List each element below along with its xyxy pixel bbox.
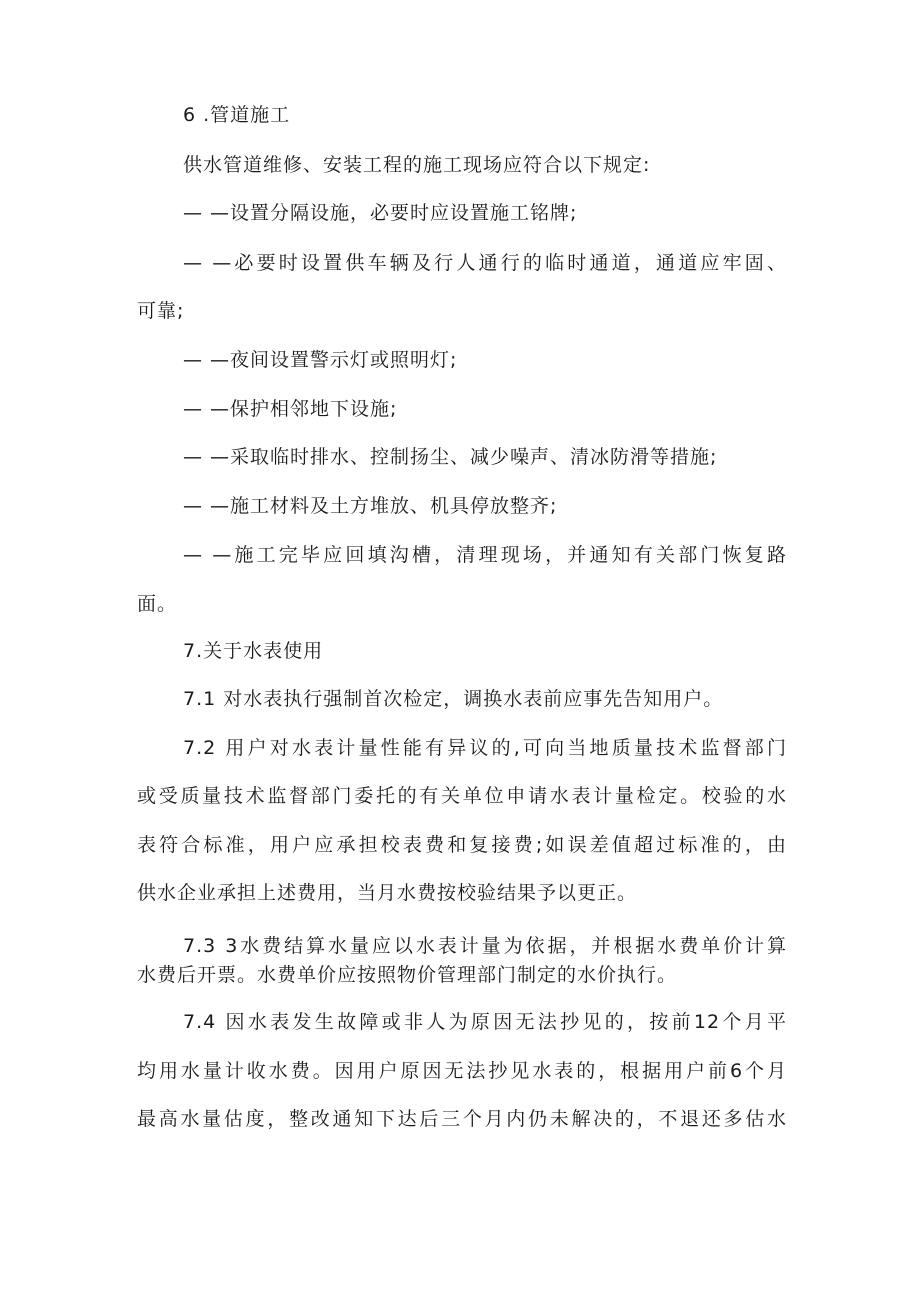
list-item: — —设置分隔设施，必要时应设置施工铭牌; [183, 202, 578, 224]
list-item: — —保护相邻地下设施; [183, 398, 398, 420]
paragraph-line: 供水企业承担上述费用，当月水费按校验结果予以更正。 [137, 882, 638, 904]
section-6-intro: 供水管道维修、安装工程的施工现场应符合以下规定: [183, 154, 651, 176]
section-6-heading: 6 .管道施工 [183, 104, 291, 126]
paragraph-line: 或受质量技术监督部门委托的有关单位申请水表计量检定。校验的水 [137, 785, 787, 807]
paragraph-line: 7.1 对水表执行强制首次检定，调换水表前应事先告知用户。 [183, 688, 724, 710]
list-item-continuation: 可靠; [137, 300, 185, 322]
list-item-continuation: 面。 [137, 593, 178, 615]
paragraph-line: 7.2 用户对水表计量性能有异议的,可向当地质量技术监督部门 [183, 737, 787, 759]
list-item: — —夜间设置警示灯或照明灯; [183, 349, 458, 371]
paragraph-line: 表符合标准，用户应承担校表费和复接费;如误差值超过标准的，由 [137, 834, 787, 856]
paragraph-line: 7.4 因水表发生故障或非人为原因无法抄见的，按前12个月平 [183, 1011, 787, 1033]
list-item: — —采取临时排水、控制扬尘、减少噪声、清冰防滑等措施; [183, 446, 718, 468]
paragraph-line: 均用水量计收水费。因用户原因无法抄见水表的，根据用户前6个月 [137, 1060, 787, 1082]
paragraph-line: 最高水量估度，整改通知下达后三个月内仍未解决的，不退还多估水 [137, 1108, 787, 1130]
list-item: — —施工材料及土方堆放、机具停放整齐; [183, 495, 558, 517]
paragraph-line: 7.3 3水费结算水量应以水表计量为依据，并根据水费单价计算 [183, 935, 787, 957]
paragraph-line: 水费后开票。水费单价应按照物价管理部门制定的水价执行。 [137, 964, 678, 986]
list-item: — —必要时设置供车辆及行人通行的临时通道，通道应牢固、 [183, 252, 787, 274]
list-item: — —施工完毕应回填沟槽，清理现场，并通知有关部门恢复路 [183, 544, 787, 566]
section-7-heading: 7.关于水表使用 [183, 640, 324, 662]
